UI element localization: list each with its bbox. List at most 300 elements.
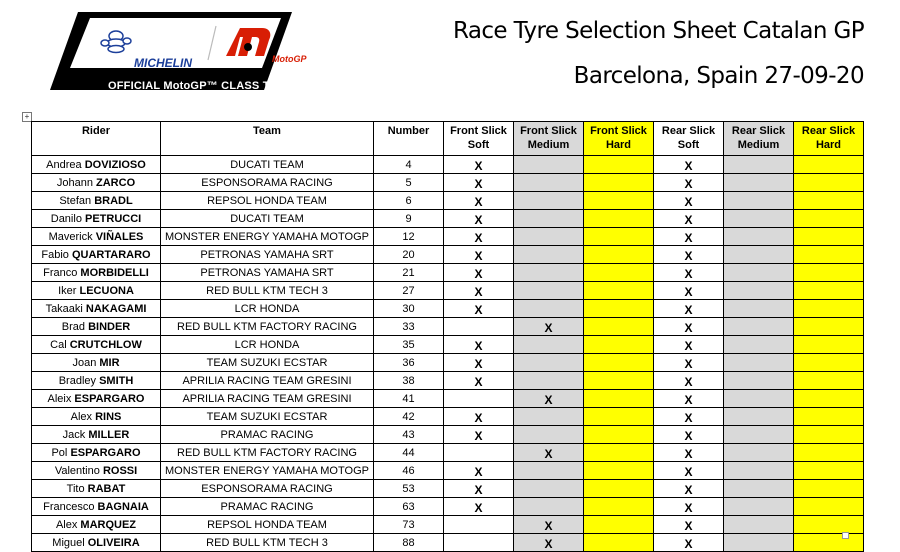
rider-first-name: Pol bbox=[51, 446, 68, 459]
cell-rear-medium bbox=[724, 462, 794, 480]
cell-team: TEAM SUZUKI ECSTAR bbox=[161, 408, 374, 426]
rider-surname: ZARCO bbox=[96, 176, 136, 189]
cell-front-medium bbox=[514, 318, 584, 336]
cell-front-hard bbox=[584, 246, 654, 264]
cell-rider bbox=[32, 462, 161, 480]
cell-number: 30 bbox=[374, 300, 444, 318]
cell-rider bbox=[32, 174, 161, 192]
motogp-wordmark: MotoGP bbox=[272, 54, 307, 64]
cell-rear-soft bbox=[654, 408, 724, 426]
cell-rear-soft bbox=[654, 516, 724, 534]
rider-surname: BINDER bbox=[88, 320, 131, 333]
selection-mark: X bbox=[474, 501, 483, 515]
table-row bbox=[32, 480, 864, 498]
selection-mark: X bbox=[684, 483, 693, 497]
cell-front-soft bbox=[444, 318, 514, 336]
cell-rear-hard bbox=[794, 372, 864, 390]
cell-number: 35 bbox=[374, 336, 444, 354]
cell-rider bbox=[32, 480, 161, 498]
rider-surname: RINS bbox=[95, 410, 122, 423]
cell-front-hard bbox=[584, 444, 654, 462]
col-header-front-hard: Front Slick Hard bbox=[584, 122, 654, 156]
selection-mark: X bbox=[684, 357, 693, 371]
selection-mark: X bbox=[474, 465, 483, 479]
cell-rear-medium bbox=[724, 372, 794, 390]
cell-front-soft bbox=[444, 408, 514, 426]
selection-mark: X bbox=[684, 231, 693, 245]
cell-rider bbox=[32, 516, 161, 534]
cell-number: 42 bbox=[374, 408, 444, 426]
rider-first-name: Danilo bbox=[50, 212, 82, 225]
cell-rider bbox=[32, 264, 161, 282]
selection-mark: X bbox=[474, 339, 483, 353]
cell-rear-medium bbox=[724, 228, 794, 246]
cell-front-soft bbox=[444, 174, 514, 192]
table-row bbox=[32, 336, 864, 354]
rider-first-name: Brad bbox=[61, 320, 85, 333]
cell-front-hard bbox=[584, 480, 654, 498]
cell-number: 44 bbox=[374, 444, 444, 462]
rider-surname: ESPARGARO bbox=[70, 446, 141, 459]
cell-rider bbox=[32, 210, 161, 228]
cell-rear-hard bbox=[794, 462, 864, 480]
rider-surname: BAGNAIA bbox=[97, 500, 149, 513]
cell-rear-hard bbox=[794, 192, 864, 210]
cell-front-soft bbox=[444, 498, 514, 516]
cell-rear-hard bbox=[794, 336, 864, 354]
cell-front-hard bbox=[584, 174, 654, 192]
selection-mark: X bbox=[684, 339, 693, 353]
cell-team: DUCATI TEAM bbox=[161, 210, 374, 228]
cell-front-soft bbox=[444, 210, 514, 228]
cell-front-soft bbox=[444, 390, 514, 408]
cell-rear-medium bbox=[724, 210, 794, 228]
rider-surname: MARQUEZ bbox=[80, 518, 137, 531]
cell-rear-medium bbox=[724, 336, 794, 354]
selection-mark: X bbox=[474, 177, 483, 191]
cell-number: 9 bbox=[374, 210, 444, 228]
cell-rider bbox=[32, 246, 161, 264]
cell-rear-hard bbox=[794, 390, 864, 408]
cell-team: TEAM SUZUKI ECSTAR bbox=[161, 354, 374, 372]
rider-surname: NAKAGAMI bbox=[85, 302, 147, 315]
rider-first-name: Francesco bbox=[43, 500, 95, 513]
col-header-front-soft: Front Slick Soft bbox=[444, 122, 514, 156]
selection-mark: X bbox=[544, 519, 553, 533]
selection-mark: X bbox=[544, 321, 553, 335]
cell-rear-medium bbox=[724, 426, 794, 444]
cell-front-soft bbox=[444, 444, 514, 462]
cell-rider bbox=[32, 336, 161, 354]
cell-front-hard bbox=[584, 282, 654, 300]
cell-team: PRAMAC RACING bbox=[161, 426, 374, 444]
cell-front-soft bbox=[444, 480, 514, 498]
rider-surname: RABAT bbox=[87, 482, 126, 495]
cell-front-medium bbox=[514, 192, 584, 210]
cell-rear-hard bbox=[794, 498, 864, 516]
cell-rear-soft bbox=[654, 228, 724, 246]
cell-front-soft bbox=[444, 282, 514, 300]
cell-front-soft bbox=[444, 246, 514, 264]
rider-first-name: Alex bbox=[70, 410, 93, 423]
cell-number: 6 bbox=[374, 192, 444, 210]
rider-first-name: Valentino bbox=[54, 464, 100, 477]
cell-number: 38 bbox=[374, 372, 444, 390]
cell-team: RED BULL KTM TECH 3 bbox=[161, 534, 374, 552]
cell-number: 12 bbox=[374, 228, 444, 246]
rider-surname: VIÑALES bbox=[95, 230, 144, 243]
rider-surname: QUARTARARO bbox=[71, 248, 151, 261]
cell-rear-medium bbox=[724, 174, 794, 192]
cell-rear-hard bbox=[794, 534, 864, 552]
cell-rear-soft bbox=[654, 390, 724, 408]
selection-mark: X bbox=[474, 195, 483, 209]
cell-front-hard bbox=[584, 264, 654, 282]
cell-rear-medium bbox=[724, 300, 794, 318]
cell-number: 36 bbox=[374, 354, 444, 372]
rider-surname: ESPARGARO bbox=[74, 392, 145, 405]
cell-number: 43 bbox=[374, 426, 444, 444]
cell-team: REPSOL HONDA TEAM bbox=[161, 192, 374, 210]
cell-front-medium bbox=[514, 228, 584, 246]
cell-rider bbox=[32, 318, 161, 336]
rider-first-name: Stefan bbox=[59, 194, 92, 207]
selection-mark: X bbox=[474, 231, 483, 245]
cell-front-hard bbox=[584, 390, 654, 408]
cell-rear-soft bbox=[654, 336, 724, 354]
col-header-team: Team bbox=[161, 122, 374, 156]
cell-rear-soft bbox=[654, 156, 724, 174]
cell-front-hard bbox=[584, 534, 654, 552]
selection-mark: X bbox=[474, 249, 483, 263]
cell-rear-hard bbox=[794, 444, 864, 462]
selection-mark: X bbox=[544, 537, 553, 551]
rider-surname: ROSSI bbox=[102, 464, 138, 477]
rider-surname: SMITH bbox=[99, 374, 134, 387]
cell-rear-soft bbox=[654, 318, 724, 336]
cell-rider bbox=[32, 426, 161, 444]
cell-rear-hard bbox=[794, 156, 864, 174]
col-header-number: Number bbox=[374, 122, 444, 156]
cell-front-medium bbox=[514, 462, 584, 480]
selection-mark: X bbox=[684, 267, 693, 281]
selection-mark: X bbox=[684, 537, 693, 551]
col-header-rear-hard: Rear Slick Hard bbox=[794, 122, 864, 156]
cell-number: 21 bbox=[374, 264, 444, 282]
table-row bbox=[32, 192, 864, 210]
cell-rear-medium bbox=[724, 534, 794, 552]
cell-rear-hard bbox=[794, 480, 864, 498]
cell-rear-medium bbox=[724, 516, 794, 534]
cell-rear-soft bbox=[654, 480, 724, 498]
cell-rear-medium bbox=[724, 282, 794, 300]
michelin-motogp-logo bbox=[48, 10, 307, 92]
col-header-rider: Rider bbox=[32, 122, 161, 156]
selection-mark: X bbox=[474, 213, 483, 227]
cell-team: ESPONSORAMA RACING bbox=[161, 480, 374, 498]
cell-rider bbox=[32, 228, 161, 246]
cell-front-soft bbox=[444, 372, 514, 390]
rider-surname: BRADL bbox=[94, 194, 133, 207]
table-row bbox=[32, 408, 864, 426]
cell-rear-medium bbox=[724, 498, 794, 516]
selection-mark: X bbox=[684, 213, 693, 227]
rider-first-name: Aleix bbox=[47, 392, 72, 405]
cell-rear-soft bbox=[654, 300, 724, 318]
cell-front-soft bbox=[444, 354, 514, 372]
cell-front-hard bbox=[584, 300, 654, 318]
cell-rear-medium bbox=[724, 246, 794, 264]
cell-front-hard bbox=[584, 354, 654, 372]
cell-rear-hard bbox=[794, 354, 864, 372]
table-row bbox=[32, 498, 864, 516]
cell-rear-hard bbox=[794, 228, 864, 246]
cell-rear-soft bbox=[654, 462, 724, 480]
cell-rear-medium bbox=[724, 408, 794, 426]
table-row bbox=[32, 534, 864, 552]
cell-number: 46 bbox=[374, 462, 444, 480]
cell-front-soft bbox=[444, 426, 514, 444]
cell-rear-hard bbox=[794, 264, 864, 282]
cell-front-medium bbox=[514, 516, 584, 534]
cell-rear-medium bbox=[724, 264, 794, 282]
selection-mark: X bbox=[544, 447, 553, 461]
rider-first-name: Tito bbox=[66, 482, 85, 495]
table-row bbox=[32, 426, 864, 444]
cell-front-medium bbox=[514, 534, 584, 552]
cell-front-medium bbox=[514, 372, 584, 390]
rider-first-name: Joan bbox=[72, 356, 97, 369]
selection-mark: X bbox=[544, 393, 553, 407]
logo-caption: OFFICIAL MotoGP™ CLASS TYRE bbox=[108, 80, 293, 92]
cell-number: 63 bbox=[374, 498, 444, 516]
cell-front-soft bbox=[444, 264, 514, 282]
cell-front-soft bbox=[444, 300, 514, 318]
cell-number: 73 bbox=[374, 516, 444, 534]
cell-number: 33 bbox=[374, 318, 444, 336]
cell-number: 41 bbox=[374, 390, 444, 408]
selection-mark: X bbox=[474, 375, 483, 389]
selection-mark: X bbox=[684, 177, 693, 191]
selection-mark: X bbox=[684, 393, 693, 407]
table-row bbox=[32, 390, 864, 408]
col-header-rear-soft: Rear Slick Soft bbox=[654, 122, 724, 156]
selection-mark: X bbox=[684, 195, 693, 209]
cell-front-hard bbox=[584, 228, 654, 246]
cell-front-hard bbox=[584, 498, 654, 516]
table-row bbox=[32, 174, 864, 192]
cell-rear-hard bbox=[794, 516, 864, 534]
cell-front-medium bbox=[514, 336, 584, 354]
rider-surname: CRUTCHLOW bbox=[69, 338, 142, 351]
selection-mark: X bbox=[684, 501, 693, 515]
cell-front-medium bbox=[514, 480, 584, 498]
cell-rear-soft bbox=[654, 354, 724, 372]
cell-team: RED BULL KTM FACTORY RACING bbox=[161, 318, 374, 336]
table-row bbox=[32, 156, 864, 174]
cell-front-hard bbox=[584, 426, 654, 444]
tyre-selection-table bbox=[31, 121, 864, 552]
cell-front-medium bbox=[514, 156, 584, 174]
cell-team: PETRONAS YAMAHA SRT bbox=[161, 264, 374, 282]
cell-team: PRAMAC RACING bbox=[161, 498, 374, 516]
cell-rear-hard bbox=[794, 408, 864, 426]
table-row bbox=[32, 318, 864, 336]
rider-first-name: Andrea bbox=[46, 158, 82, 171]
selection-mark: X bbox=[684, 411, 693, 425]
cell-team: ESPONSORAMA RACING bbox=[161, 174, 374, 192]
table-resize-handle[interactable] bbox=[842, 532, 849, 539]
event-location-date: Barcelona, Spain 27-09-20 bbox=[573, 63, 864, 89]
cell-front-hard bbox=[584, 192, 654, 210]
cell-rider bbox=[32, 498, 161, 516]
cell-rider bbox=[32, 354, 161, 372]
cell-number: 5 bbox=[374, 174, 444, 192]
cell-rider bbox=[32, 282, 161, 300]
rider-surname: MIR bbox=[99, 356, 120, 369]
cell-team: MONSTER ENERGY YAMAHA MOTOGP bbox=[161, 462, 374, 480]
col-header-front-medium: Front Slick Medium bbox=[514, 122, 584, 156]
table-row bbox=[32, 264, 864, 282]
rider-surname: OLIVEIRA bbox=[87, 536, 140, 549]
cell-front-hard bbox=[584, 462, 654, 480]
selection-mark: X bbox=[684, 303, 693, 317]
cell-team: PETRONAS YAMAHA SRT bbox=[161, 246, 374, 264]
cell-number: 53 bbox=[374, 480, 444, 498]
cell-front-hard bbox=[584, 408, 654, 426]
cell-team: REPSOL HONDA TEAM bbox=[161, 516, 374, 534]
rider-first-name: Iker bbox=[58, 284, 77, 297]
rider-surname: MORBIDELLI bbox=[80, 266, 149, 279]
selection-mark: X bbox=[474, 159, 483, 173]
selection-mark: X bbox=[474, 483, 483, 497]
table-move-handle-icon[interactable]: + bbox=[22, 112, 32, 122]
cell-rear-soft bbox=[654, 534, 724, 552]
cell-rear-hard bbox=[794, 282, 864, 300]
selection-mark: X bbox=[684, 375, 693, 389]
cell-front-medium bbox=[514, 246, 584, 264]
cell-rear-hard bbox=[794, 210, 864, 228]
cell-rear-soft bbox=[654, 444, 724, 462]
cell-rear-soft bbox=[654, 264, 724, 282]
selection-mark: X bbox=[684, 159, 693, 173]
michelin-wordmark: MICHELIN bbox=[134, 56, 192, 70]
cell-front-hard bbox=[584, 372, 654, 390]
cell-rear-soft bbox=[654, 174, 724, 192]
cell-rear-soft bbox=[654, 246, 724, 264]
cell-team: APRILIA RACING TEAM GRESINI bbox=[161, 372, 374, 390]
rider-first-name: Alex bbox=[55, 518, 78, 531]
table-row bbox=[32, 516, 864, 534]
cell-front-medium bbox=[514, 210, 584, 228]
rider-surname: DOVIZIOSO bbox=[84, 158, 146, 171]
cell-front-medium bbox=[514, 426, 584, 444]
rider-first-name: Johann bbox=[56, 176, 93, 189]
cell-rider bbox=[32, 372, 161, 390]
cell-rear-soft bbox=[654, 282, 724, 300]
cell-rear-soft bbox=[654, 498, 724, 516]
cell-rear-medium bbox=[724, 480, 794, 498]
selection-mark: X bbox=[684, 321, 693, 335]
cell-rear-medium bbox=[724, 318, 794, 336]
rider-first-name: Jack bbox=[62, 428, 86, 441]
table-row bbox=[32, 354, 864, 372]
cell-front-medium bbox=[514, 498, 584, 516]
cell-rear-soft bbox=[654, 372, 724, 390]
cell-front-medium bbox=[514, 390, 584, 408]
cell-rear-medium bbox=[724, 192, 794, 210]
rider-first-name: Bradley bbox=[58, 374, 96, 387]
cell-number: 88 bbox=[374, 534, 444, 552]
cell-team: RED BULL KTM FACTORY RACING bbox=[161, 444, 374, 462]
rider-first-name: Fabio bbox=[41, 248, 69, 261]
cell-front-hard bbox=[584, 156, 654, 174]
cell-front-hard bbox=[584, 318, 654, 336]
cell-rider bbox=[32, 444, 161, 462]
table-row bbox=[32, 282, 864, 300]
cell-team: LCR HONDA bbox=[161, 336, 374, 354]
selection-mark: X bbox=[474, 411, 483, 425]
table-row bbox=[32, 228, 864, 246]
cell-rear-medium bbox=[724, 156, 794, 174]
table-header-row bbox=[32, 122, 864, 156]
cell-rear-medium bbox=[724, 354, 794, 372]
selection-mark: X bbox=[474, 357, 483, 371]
cell-team: MONSTER ENERGY YAMAHA MOTOGP bbox=[161, 228, 374, 246]
cell-rear-medium bbox=[724, 390, 794, 408]
selection-mark: X bbox=[474, 267, 483, 281]
cell-team: APRILIA RACING TEAM GRESINI bbox=[161, 390, 374, 408]
cell-front-soft bbox=[444, 516, 514, 534]
cell-team: DUCATI TEAM bbox=[161, 156, 374, 174]
cell-rear-hard bbox=[794, 318, 864, 336]
rider-first-name: Cal bbox=[50, 338, 67, 351]
cell-rear-soft bbox=[654, 210, 724, 228]
rider-first-name: Maverick bbox=[48, 230, 93, 243]
cell-rear-soft bbox=[654, 192, 724, 210]
selection-mark: X bbox=[684, 519, 693, 533]
cell-team: LCR HONDA bbox=[161, 300, 374, 318]
cell-rear-hard bbox=[794, 426, 864, 444]
selection-mark: X bbox=[684, 429, 693, 443]
selection-mark: X bbox=[684, 285, 693, 299]
cell-front-hard bbox=[584, 336, 654, 354]
table-row bbox=[32, 210, 864, 228]
cell-front-soft bbox=[444, 462, 514, 480]
cell-front-medium bbox=[514, 408, 584, 426]
cell-rider bbox=[32, 390, 161, 408]
cell-front-soft bbox=[444, 336, 514, 354]
selection-mark: X bbox=[474, 285, 483, 299]
cell-front-medium bbox=[514, 444, 584, 462]
col-header-rear-medium: Rear Slick Medium bbox=[724, 122, 794, 156]
selection-mark: X bbox=[474, 303, 483, 317]
cell-front-medium bbox=[514, 282, 584, 300]
cell-rear-soft bbox=[654, 426, 724, 444]
table-row bbox=[32, 462, 864, 480]
cell-rear-hard bbox=[794, 300, 864, 318]
cell-front-soft bbox=[444, 228, 514, 246]
rider-surname: MILLER bbox=[88, 428, 130, 441]
cell-number: 27 bbox=[374, 282, 444, 300]
rider-surname: PETRUCCI bbox=[85, 212, 142, 225]
cell-rider bbox=[32, 408, 161, 426]
cell-number: 20 bbox=[374, 246, 444, 264]
cell-front-medium bbox=[514, 264, 584, 282]
cell-front-soft bbox=[444, 156, 514, 174]
cell-front-hard bbox=[584, 516, 654, 534]
table-body bbox=[32, 156, 864, 552]
